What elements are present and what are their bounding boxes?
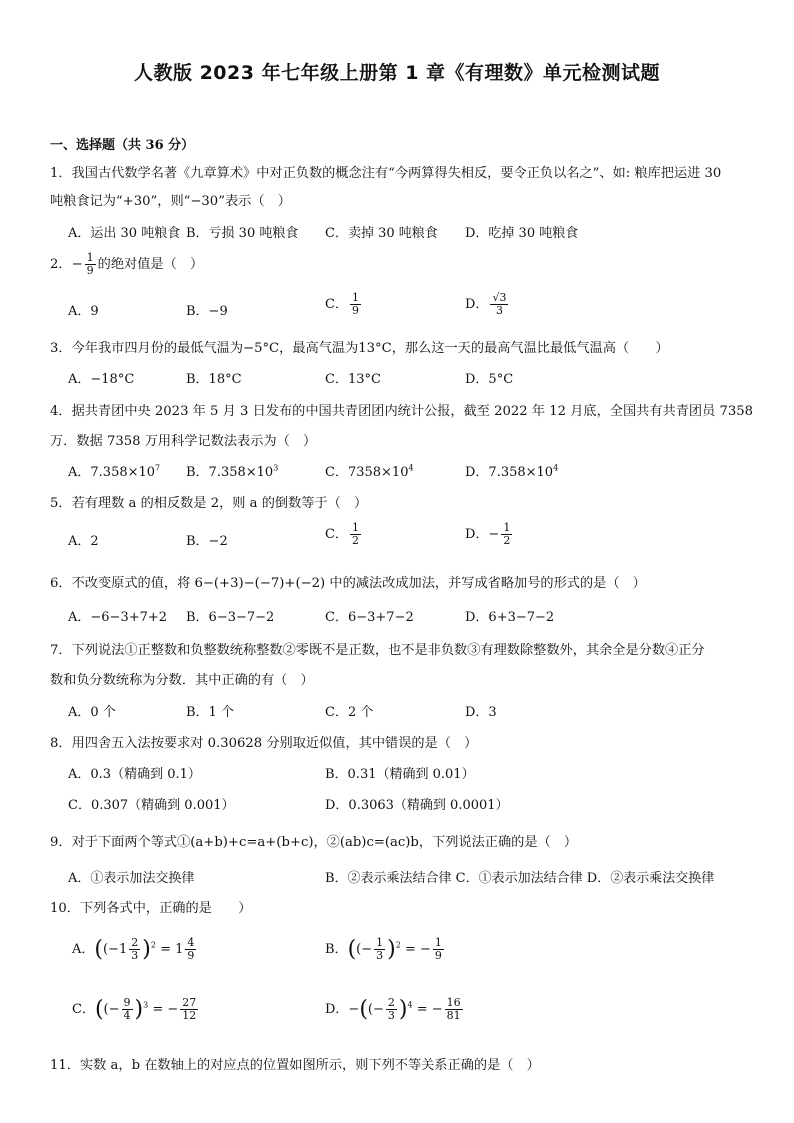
q3-option-a: A．−18°C — [68, 372, 135, 387]
question-2: 2．− $\frac{1}{9}$ 的绝对值是（ ） — [50, 251, 204, 277]
question-8: 8．用四舍五入法按要求对 0.30628 分别取近似值，其中错误的是（ ） — [50, 736, 478, 751]
q2-option-b: B．−9 — [186, 304, 228, 319]
q1-option-a: A．运出 30 吨粮食 — [68, 226, 181, 241]
q3-option-c: C．13°C — [325, 372, 381, 387]
q2-option-c: C． $\frac{1}{9}$ — [325, 291, 359, 317]
question-4-line-2: 万．数据 7358 万用科学记数法表示为（ ） — [50, 434, 317, 449]
q10-option-c: C．((− $\frac{9}{4}$ )$^3$ = − $\frac{27}{12}$ — [72, 996, 197, 1022]
q6-option-a: A．−6−3+7+2 — [68, 610, 168, 625]
q4-option-b: B．$7.358\times 10^3$ — [186, 463, 279, 480]
q10-option-b: B．((− $\frac{1}{3}$ )$^2$ = − $\frac{1}{9}$ — [325, 936, 442, 962]
q6-option-d: D．6+3−7−2 — [465, 610, 555, 625]
q8-option-b: B．0.31（精确到 0.01） — [325, 767, 475, 782]
question-5: 5．若有理数 a 的相反数是 2，则 a 的倒数等于（ ） — [50, 496, 368, 511]
q7-option-a: A．0 个 — [68, 705, 116, 720]
q2-option-d: D． $\frac{√3}{3}$ — [465, 291, 507, 317]
q5-option-d: D．− $\frac{1}{2}$ — [465, 521, 511, 547]
question-3: 3．今年我市四月份的最低气温为−5°C，最高气温为13°C，那么这一天的最高气温比最低气温高（ ） — [50, 341, 669, 356]
q4-option-a: A．$7.358\times 10^7$ — [68, 463, 161, 480]
question-7-line-1: 7．下列说法①正整数和负整数统称整数②零既不是正数，也不是非负数③有理数除整数外，其余全是分数④正分 — [50, 643, 705, 658]
q6-option-c: C．6−3+7−2 — [325, 610, 414, 625]
q2-option-a: A．9 — [68, 304, 99, 319]
q1-option-d: D．吃掉 30 吨粮食 — [465, 226, 579, 241]
q9-option-a: A．①表示加法交换律 — [68, 871, 195, 886]
q1-option-b: B．亏损 30 吨粮食 — [186, 226, 299, 241]
q3-option-b: B．18°C — [186, 372, 242, 387]
q5-option-b: B．−2 — [186, 534, 228, 549]
question-6: 6．不改变原式的值，将 6−(+3)−(−7)+(−2) 中的减法改成加法，并写成省略加号的形式的是（ ） — [50, 576, 646, 591]
q7-option-d: D．3 — [465, 705, 497, 720]
q8-option-a: A．0.3（精确到 0.1） — [68, 767, 201, 782]
q8-option-c: C．0.307（精确到 0.001） — [68, 798, 235, 813]
section-heading: 一、选择题（共 36 分） — [50, 138, 195, 153]
q8-option-d: D．0.3063（精确到 0.0001） — [325, 798, 509, 813]
q9-options-bcd: B．②表示乘法结合律 C．①表示加法结合律 D．②表示乘法交换律 — [325, 871, 715, 886]
q7-option-b: B．1 个 — [186, 705, 234, 720]
q3-option-d: D．5°C — [465, 372, 514, 387]
q4-option-c: C．$7358\times 10^4$ — [325, 463, 414, 480]
q5-option-c: C． $\frac{1}{2}$ — [325, 521, 359, 547]
q10-option-d: D．−((− $\frac{2}{3}$ )$^4$ = − $\frac{16}{81}$ — [325, 996, 461, 1022]
question-1-line-2: 吨粮食记为“+30”，则“−30”表示（ ） — [50, 194, 291, 209]
page-title: 人教版 2023 年七年级上册第 1 章《有理数》单元检测试题 — [133, 62, 661, 84]
question-11: 11．实数 a，b 在数轴上的对应点的位置如图所示，则下列不等关系正确的是（ ） — [50, 1058, 540, 1073]
question-4-line-1: 4．据共青团中央 2023 年 5 月 3 日发布的中国共青团团内统计公报，截至 2022 年 12 月底，全国共有共青团员 7358 — [50, 404, 754, 419]
q10-option-a: A．((−1 $\frac{2}{3}$ )$^2$ = 1 $\frac{4}{9}$ — [72, 936, 195, 962]
question-7-line-2: 数和负分数统称为分数．其中正确的有（ ） — [50, 673, 314, 688]
q1-option-c: C．卖掉 30 吨粮食 — [325, 226, 438, 241]
question-1-line-1: 1．我国古代数学名著《九章算术》中对正负数的概念注有“今两算得失相反，要令正负以名之”、如: 粮库把运进 30 — [50, 166, 722, 181]
question-9: 9．对于下面两个等式①(a+b)+c=a+(b+c)，②(ab)c=(ac)b，下列说法正确的是（ ） — [50, 835, 578, 850]
q4-option-d: D．$7.358\times 10^4$ — [465, 463, 559, 480]
q7-option-c: C．2 个 — [325, 705, 374, 720]
question-10: 10．下列各式中，正确的是 ） — [50, 901, 252, 916]
q5-option-a: A．2 — [68, 534, 99, 549]
q6-option-b: B．6−3−7−2 — [186, 610, 275, 625]
